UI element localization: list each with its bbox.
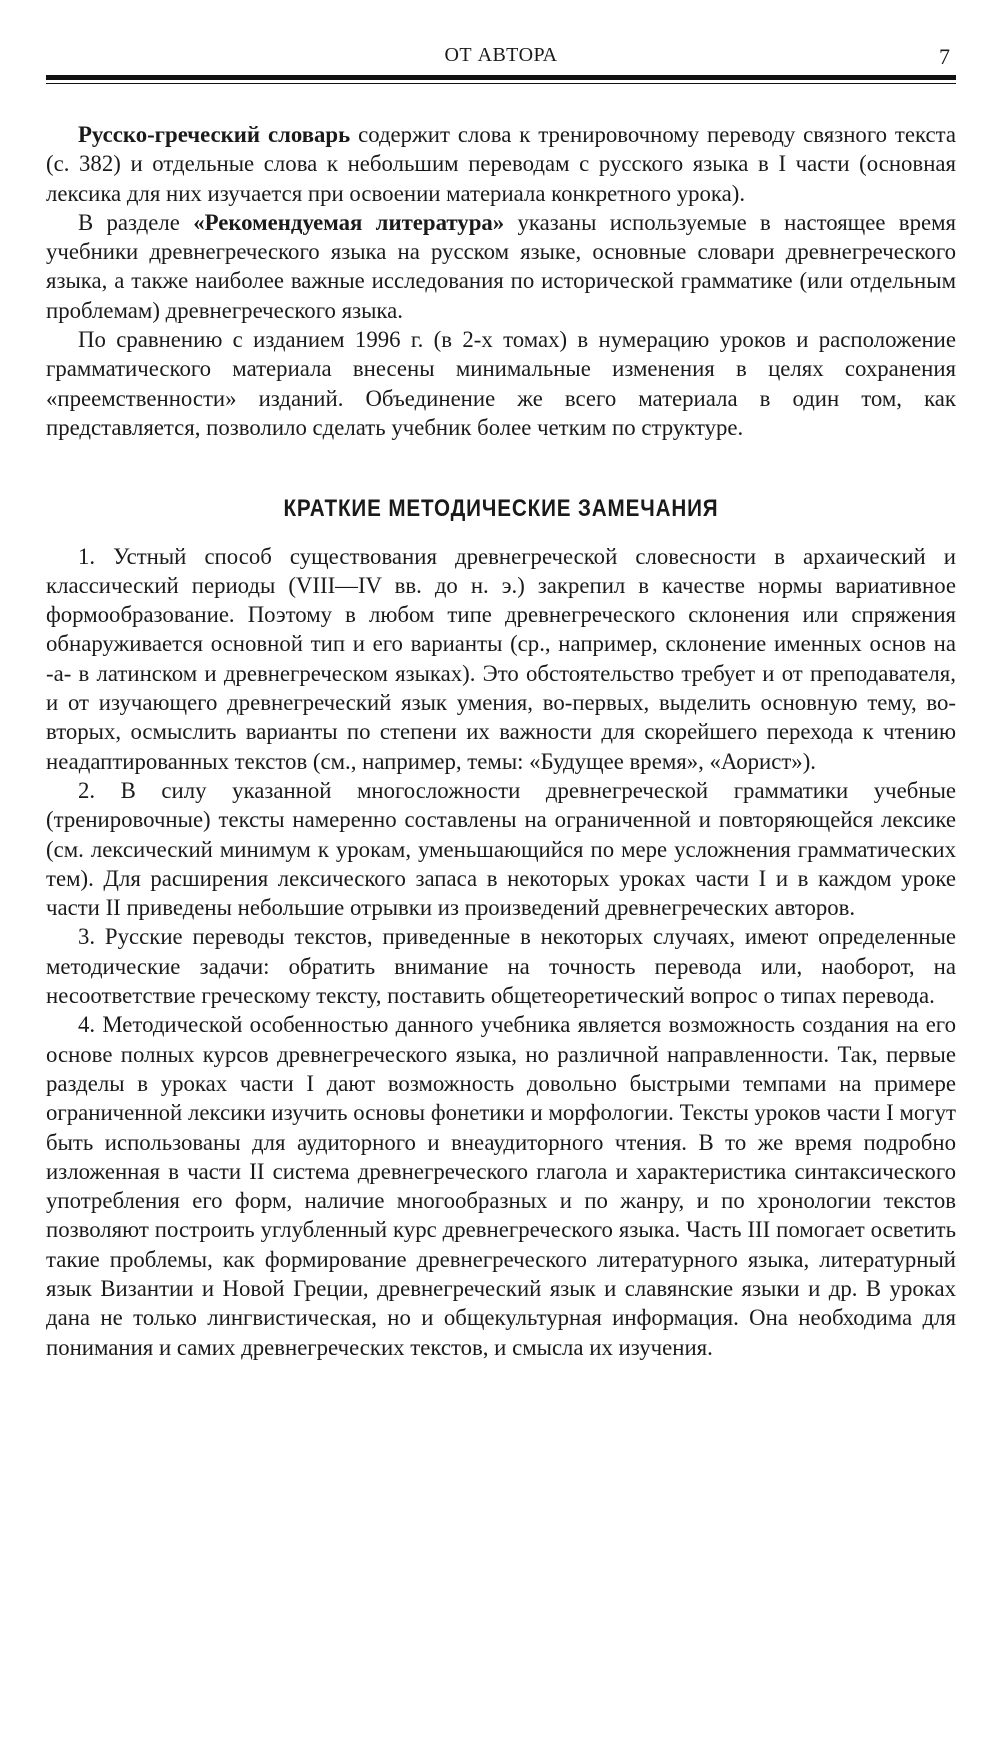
- list-item-2: 2. В силу указанной многосложности древнегреческой грамматики учебные (тренировочные) тексты намеренно составлены на ограниченной и повторяющейся лексике (см. лексический минимум к урокам, уменьшающийся по мере усложнения грамматических тем). Для расширения лексического запаса в некоторых уроках части I и в каждом уроке части II приведены небольшие отрывки из произведений древнегреческих авторов.: [46, 777, 956, 921]
- page-body: [46, 120, 956, 1362]
- list-item-4: 4. Методической особенностью данного учебника является возможность создания на его основе полных курсов древнегреческого языка, но различной направленности. Так, первые разделы в уроках части I дают возможность довольно быстрыми темпами на примере ограниченной лексики изучить основы фонетики и морфологии. Тексты уроков части I могут быть использованы для аудиторного и внеаудиторного чтения. В то же время подробно изложенная в части II система древнегреческого глагола и характеристика синтаксического употребления его форм, наличие многообразных и по жанру, и по хронологии текстов позволяют построить углубленный курс древнегреческого языка. Часть III помогает осветить такие проблемы, как формирование древнегреческого литературного языка, литературный язык Византии и Новой Греции, древнегреческий язык и славянские языки и др. В уроках дана не только лингвистическая, но и общекультурная информация. Она необходима для понимания и самих древнегреческих текстов, и смысла их изучения.: [46, 1012, 956, 1360]
- term-literature: «Рекомендуемая литература»: [193, 209, 505, 235]
- list-item-3: 3. Русские переводы текстов, приведенные в некоторых случаях, имеют определенные методические задачи: обратить внимание на точность перевода или, наоборот, на несоответствие греческому тексту, поставить общетеоретический вопрос о типах перевода.: [46, 924, 956, 1009]
- paragraph-literature: [46, 208, 956, 325]
- paragraph-dictionary-text: содержит слова к тренировочному переводу связного текста (с. 382) и отдельные слова к небольшим переводам с русского языка в I части (основная лексика для них изучается при освоении материала конкретного урока).: [46, 122, 956, 206]
- paragraph-dictionary: [46, 120, 956, 208]
- paragraph-literature-lead: В разделе: [78, 209, 194, 235]
- paragraph-literature-text: указаны используемые в настоящее время учебники древнегреческого языка на русском языке, основные словари древнегреческого языка, а также наиболее важные исследования по исторической грамматике (или отдельным проблемам) древнегреческого языка.: [46, 209, 956, 323]
- header-rule-thin: [46, 83, 956, 84]
- running-head: [46, 36, 956, 72]
- term-dictionary: Русско-греческий словарь: [78, 122, 351, 147]
- list-item-1: 1. Устный способ существования древнегреческой словесности в архаический и классический периоды (VIII—IV вв. до н. э.) закрепил в качестве нормы вариативное формообразование. Поэтому в любом типе древнегреческого склонения или спряжения обнаруживается основной тип и его варианты (ср., например, склонение именных основ на -а- в латинском и древнегреческом языках). Это обстоятельство требует и от преподавателя, и от изучающего древнегреческий язык умения, во-первых, выделить основную тему, во-вторых, осмыслить варианты по степени их важности для скорейшего перехода к чтению неадаптированных текстов (см., например, темы: «Будущее время», «Аорист»).: [46, 543, 956, 774]
- header-rule-thick: [46, 75, 956, 80]
- paragraph-edition: По сравнению с изданием 1996 г. (в 2-х томах) в нумерацию уроков и расположение грамматического материала внесены минимальные изменения в целях сохранения «преемственности» изданий. Объединение же всего материала в один том, как представляется, позволило сделать учебник более четким по структуре.: [46, 327, 956, 440]
- section-heading: КРАТКИЕ МЕТОДИЧЕСКИЕ ЗАМЕЧАНИЯ: [283, 495, 719, 523]
- running-title: ОТ АВТОРА: [444, 44, 558, 66]
- book-page: [46, 36, 956, 1726]
- page-number: 7: [939, 44, 950, 69]
